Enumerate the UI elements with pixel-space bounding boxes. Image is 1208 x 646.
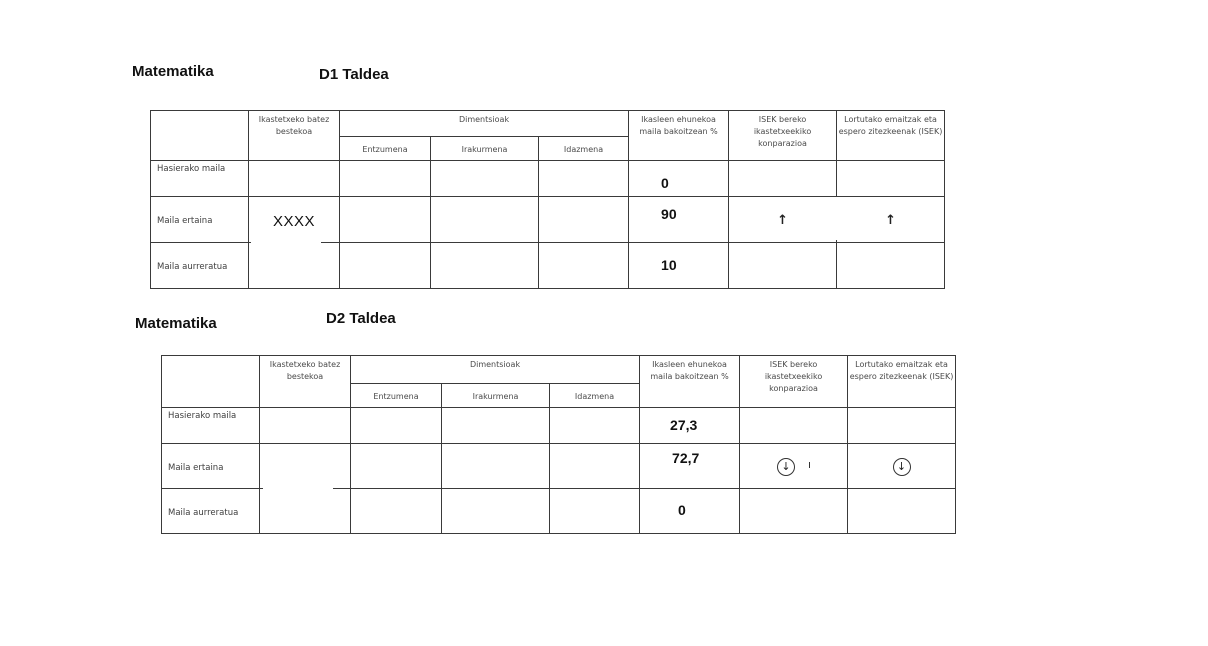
dim-cell bbox=[351, 408, 442, 444]
header-dimensions: Dimentsioak bbox=[351, 356, 640, 384]
school-value-cell bbox=[249, 243, 340, 289]
header-dim-reading: Irakurmena bbox=[442, 384, 550, 408]
erased-border-fragment bbox=[251, 241, 321, 244]
dim-cell bbox=[539, 161, 629, 197]
dim-cell bbox=[550, 489, 640, 534]
header-dim-reading: Irakurmena bbox=[431, 137, 539, 161]
dim-cell bbox=[431, 161, 539, 197]
header-dimensions: Dimentsioak bbox=[340, 111, 629, 137]
dim-cell bbox=[539, 243, 629, 289]
row-label: Maila aurreratua bbox=[151, 243, 249, 289]
expected-cell bbox=[848, 489, 956, 534]
header-dim-writing: Idazmena bbox=[539, 137, 629, 161]
header-percentage: Ikasleen ehunekoa maila bakoitzean % bbox=[640, 356, 740, 408]
percent-value: 10 bbox=[629, 243, 729, 289]
expected-cell bbox=[848, 408, 956, 444]
row-label: Maila aurreratua bbox=[162, 489, 260, 534]
row-label: Maila ertaina bbox=[151, 197, 249, 243]
dim-cell bbox=[340, 243, 431, 289]
dim-cell bbox=[442, 444, 550, 489]
comparison-cell bbox=[729, 161, 837, 197]
percent-value: 27,3 bbox=[640, 408, 740, 444]
row-label: Hasierako maila bbox=[151, 161, 249, 197]
dim-cell bbox=[550, 444, 640, 489]
percent-value: 90 bbox=[629, 197, 729, 243]
dim-cell bbox=[340, 197, 431, 243]
header-dim-listening: Entzumena bbox=[340, 137, 431, 161]
up-arrow-icon: ↑ bbox=[777, 212, 788, 228]
section-2-group-title: D2 Taldea bbox=[326, 310, 396, 327]
school-value-cell bbox=[249, 161, 340, 197]
dim-cell bbox=[550, 408, 640, 444]
school-value-cell bbox=[249, 197, 340, 243]
row-label: Hasierako maila bbox=[162, 408, 260, 444]
circled-down-arrow-icon: ↓ bbox=[777, 458, 795, 476]
dim-cell bbox=[442, 489, 550, 534]
dim-cell bbox=[351, 489, 442, 534]
header-school-average: Ikastetxeko batez bestekoa bbox=[260, 356, 351, 408]
header-expected-results: Lortutako emaitzak eta espero zitezkeenak (ISEK) bbox=[837, 111, 945, 161]
header-expected-results: Lortutako emaitzak eta espero zitezkeenak (ISEK) bbox=[848, 356, 956, 408]
header-isek-comparison: ISEK bereko ikastetxeekiko konparazioa bbox=[729, 111, 837, 161]
erased-border-fragment bbox=[263, 486, 333, 489]
section-2-subject: Matematika bbox=[135, 315, 217, 332]
dim-cell bbox=[340, 161, 431, 197]
header-percentage: Ikasleen ehunekoa maila bakoitzean % bbox=[629, 111, 729, 161]
header-isek-comparison: ISEK bereko ikastetxeekiko konparazioa bbox=[740, 356, 848, 408]
results-table-d1 bbox=[150, 110, 945, 289]
section-1-subject: Matematika bbox=[132, 63, 214, 80]
corner-cell bbox=[151, 111, 249, 161]
percent-value: 0 bbox=[629, 161, 729, 197]
percent-value: 0 bbox=[640, 489, 740, 534]
erased-border-fragment bbox=[836, 197, 839, 240]
comparison-cell bbox=[729, 243, 837, 289]
header-dim-listening: Entzumena bbox=[351, 384, 442, 408]
header-dim-writing: Idazmena bbox=[550, 384, 640, 408]
dim-cell bbox=[431, 243, 539, 289]
tick-mark bbox=[809, 462, 810, 468]
expected-cell bbox=[837, 161, 945, 197]
school-value-cell bbox=[260, 444, 351, 489]
expected-cell bbox=[837, 197, 945, 243]
dim-cell bbox=[442, 408, 550, 444]
school-value-cell bbox=[260, 408, 351, 444]
comparison-cell bbox=[729, 197, 837, 243]
school-average-value: XXXX bbox=[272, 212, 316, 230]
dim-cell bbox=[351, 444, 442, 489]
school-value-cell bbox=[260, 489, 351, 534]
corner-cell bbox=[162, 356, 260, 408]
dim-cell bbox=[539, 197, 629, 243]
comparison-cell bbox=[740, 489, 848, 534]
results-table-d2 bbox=[161, 355, 956, 534]
circled-down-arrow-icon: ↓ bbox=[893, 458, 911, 476]
row-label: Maila ertaina bbox=[162, 444, 260, 489]
expected-cell bbox=[848, 444, 956, 489]
percent-value: 72,7 bbox=[640, 444, 740, 489]
header-school-average: Ikastetxeko batez bestekoa bbox=[249, 111, 340, 161]
comparison-cell bbox=[740, 444, 848, 489]
comparison-cell bbox=[740, 408, 848, 444]
up-arrow-icon: ↑ bbox=[885, 212, 896, 228]
dim-cell bbox=[431, 197, 539, 243]
section-1-group-title: D1 Taldea bbox=[319, 66, 389, 83]
expected-cell bbox=[837, 243, 945, 289]
